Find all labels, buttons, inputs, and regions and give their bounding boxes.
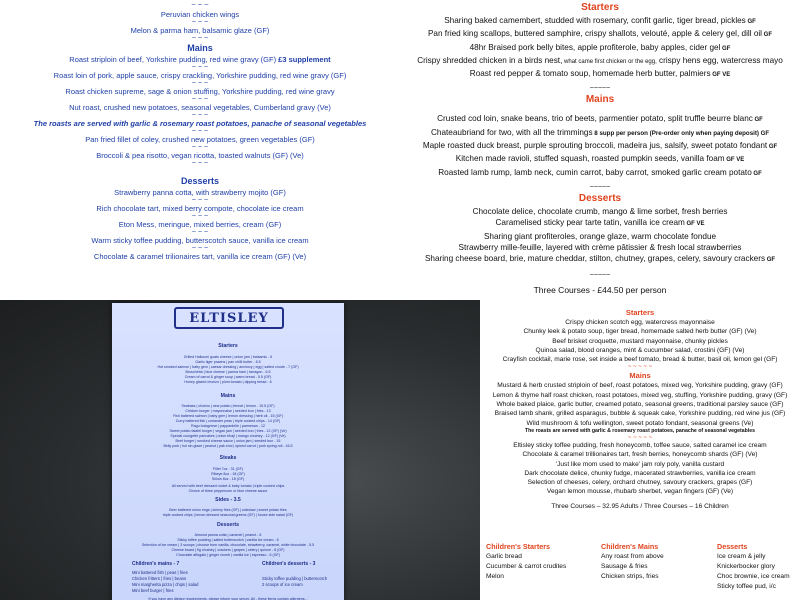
kids-item: Chicken strips, fries <box>601 573 659 580</box>
menu-item: Belly pork | hoi sin glaze | peanut | pak choi | spiced carrot | pork spring roll - 16.5 <box>163 444 293 448</box>
section-heading-desserts: Desserts <box>217 522 239 528</box>
menu-item: Fish battered salmon | baby gem | lemon dressing | herb oil - 15 (GF) <box>173 414 283 418</box>
menu-item: Dark chocolate delice, chunky fudge, macerated strawberries, vanilla ice cream <box>524 469 756 477</box>
menu-item: Sharing cheese board, brie, mature cheddar, stilton, chutney, grapes, celery, savoury crackers GF <box>424 254 776 264</box>
section-heading-mains: Mains <box>585 94 615 106</box>
kids-item: Mini battered fish | peas | fries <box>132 570 188 575</box>
menu-image-bottom-right <box>480 300 800 600</box>
menu-item: Mustard & herb crusted striploin of beef, roast potatoes, mixed veg, Yorkshire pudding, gravy (GF) <box>497 382 783 390</box>
menu-item: Pan fried fillet of coley, crushed new potatoes, green vegetables (GF) <box>85 135 315 144</box>
menu-item: Grilled Halloumi goats cheese | onion jam | balsamic - 6 <box>183 355 273 359</box>
eltisley-logo <box>174 307 284 329</box>
menu-item: Sirloin 8oz - 18 (GF) <box>211 477 245 481</box>
kids-desserts-column <box>717 542 790 592</box>
section-heading-steaks: Steaks <box>219 455 237 461</box>
section-heading-mains: Mains <box>220 393 236 399</box>
section-heading-starters: Starters <box>625 308 655 317</box>
menu-item: Wild mushroom & tofu wellington, sweet potato fondant, seasonal greens (Ve) <box>526 419 754 427</box>
menu-item: Chocolate affogato | ginger crumb | vanilla ice | espresso - 6 (GF) <box>176 553 280 557</box>
kids-item: Sausage & fries <box>601 563 648 570</box>
section-heading-mains: Mains <box>629 371 651 381</box>
menu-item: Nut roast, crushed new potatoes, seasonal vegetables, Cumberland gravy (Ve) <box>69 103 331 112</box>
menu-item: All served with beef dressed rocket & baby tomato | triple cooked chips <box>171 484 285 488</box>
kids-desserts-heading: Children's desserts - 3 <box>262 561 316 567</box>
menu-item: Whole baked plaice, garlic butter, creamed potato, seasonal greens, traditional parsley sauce (GF) <box>496 401 784 409</box>
separator: ~ ~ ~ <box>191 245 209 252</box>
kids-item: Garlic bread <box>486 553 522 560</box>
menu-image-top-left <box>0 0 400 300</box>
kids-starters-column <box>486 542 566 582</box>
menu-item: Chocolate & caramel trillionaires tart, fresh berries, honeycomb shards (GF) (Ve) <box>522 451 758 459</box>
menu-item: Chunky leek & potato soup, tiger bread, homemade salted herb butter (GF) (Ve) <box>523 328 757 336</box>
menu-item: Choice of three peppercorn or blue cheese sauce <box>188 489 268 493</box>
menu-image-top-right <box>400 0 800 300</box>
menu-note: The roasts are served with garlic & rosemary roast potatoes, panache of seasonal vegetables <box>524 427 756 434</box>
menu-item: Beef brisket croquette, mustard mayonnaise, chunky pickles <box>552 337 728 345</box>
section-heading-mains: Mains <box>187 43 213 53</box>
section-heading-sides: Sides - 3.5 <box>215 497 241 503</box>
kids-mains-column <box>601 542 664 582</box>
menu-item: Hot smoked salmon | baby gem | caesar dressing | anchovy | egg | salted croute - 7 (GF) <box>157 365 299 369</box>
menu-item: Crayfish cocktail, marie rose, set inside a beef tomato, bread & butter, basil oil, lemon gel (GF) <box>502 356 778 364</box>
menu-photo <box>0 300 480 600</box>
menu-item: Chateaubriand for two, with all the trimmings 8 supp per person (Pre-order only when paying deposit) GF <box>431 127 769 137</box>
menu-item: Roasted lamb rump, lamb neck, cumin carrot, baby carrot, smoked garlic cream potato GF <box>438 167 762 177</box>
menu-item: Ragu bolognese | pappardelle | parmesan - 12 <box>191 424 265 428</box>
kids-item: Mini margherita pizza | chips | salad <box>132 582 199 587</box>
menu-item: Warm sticky toffee pudding, butterscotch sauce, vanilla ice cream <box>91 236 309 245</box>
separator: ~ ~ ~ <box>191 229 209 236</box>
kids-item: Sticky toffee pudding | butterscotch <box>262 576 328 581</box>
menu-item: Braised lamb shank, grilled asparagus, bubble & squeak cake, Yorkshire pudding, red wine jus (GF) <box>494 410 786 418</box>
kids-desserts-heading: Desserts <box>717 542 748 551</box>
menu-item: Peruvian chicken wings <box>160 10 240 19</box>
menu-item: Chocolate delice, chocolate crumb, mango & lime sorbet, fresh berries <box>472 206 728 216</box>
menu-item: Pan fried king scallops, buttered samphire, crispy shallots, velouté, apple & celery gel, dill oil GF <box>427 29 773 39</box>
separator: ~~~~~ <box>589 183 611 191</box>
menu-note: The roasts are served with garlic & rosemary roast potatoes, panache of seasonal vegetables <box>33 119 367 128</box>
menu-item: Crispy chicken scotch egg, watercress mayonnaise <box>565 319 715 326</box>
menu-item: Strawberry mille-feuille, layered with crème pâtissier & fresh local strawberries <box>458 242 742 252</box>
menu-item: Selection of cheeses, celery, orchard chutney, savoury crackers, grapes (GF) <box>527 479 753 487</box>
kids-starters-heading: Children's Starters <box>486 542 551 551</box>
kids-mains-heading: Children's Mains <box>601 542 659 551</box>
menu-item: Eton Mess, meringue, mixed berries, cream (GF) <box>118 220 282 229</box>
separator: ~ ~ ~ <box>191 128 209 135</box>
menu-item: Vegan lemon mousse, rhubarb sherbet, vegan fingers (GF) (Ve) <box>546 488 734 496</box>
kids-item: Cucumber & carrot crudites <box>486 563 567 570</box>
kids-item: Mini beef burger | fries <box>132 588 174 593</box>
menu-item: Chocolate & caramel trilionaires tart, vanilla ice cream (GF) (Ve) <box>93 252 307 261</box>
menu-item: Sticky toffee pudding | salted butterscotch | vanilla ice cream - 6 <box>177 538 279 542</box>
kids-item: Melon <box>486 573 504 580</box>
menu-item: Broccoli & pea risotto, vegan ricotta, toasted walnuts (GF) (Ve) <box>96 151 304 160</box>
section-heading-desserts: Desserts <box>578 192 622 204</box>
separator: ~ ~ ~ <box>191 80 209 87</box>
separator: ~ ~ ~ ~ ~ <box>627 434 653 441</box>
menu-item: Ribeye 8oz - 18 (GF) <box>211 472 245 476</box>
separator: ~ ~ ~ <box>191 35 209 42</box>
menu-item: Beef burger | smoked cheese sauce | onion jam | seeded bun - 15 <box>175 439 281 443</box>
menu-item: Roast loin of pork, apple sauce, crispy crackling, Yorkshire pudding, red wine gravy (GF) <box>53 71 347 80</box>
separator: ~~~~~ <box>589 272 611 280</box>
separator: ~ ~ ~ <box>191 160 209 167</box>
separator: ~ ~ ~ <box>191 213 209 220</box>
menu-item: Garlic tiger prawns | pan chilli butter - 8.5 <box>195 360 261 364</box>
kids-item: Ice cream & jelly <box>717 553 766 560</box>
separator: ~ ~ ~ ~ ~ <box>627 364 653 371</box>
menu-item: Rich chocolate tart, mixed berry compote, chocolate ice cream <box>96 204 304 213</box>
menu-item: Sharing giant profiteroles, orange glaze, warm chocolate fondue <box>483 231 717 241</box>
separator: ~ ~ ~ <box>191 112 209 119</box>
menu-item: Almond panna cotta | caramel | peanut - 6 <box>194 533 262 537</box>
menu-item: Strawberry panna cotta, with strawberry mojito (GF) <box>114 188 286 197</box>
menu-item: Fillet 7oz - 31 (GF) <box>213 467 243 471</box>
menu-item: Cheese board | fig chutney | crackers | grapes | celery | quince - 8 (GF) <box>171 548 285 552</box>
separator: ~ ~ ~ <box>191 64 209 71</box>
menu-item: Caramelised sticky pear tarte tatin, vanilla ice cream GF VE <box>495 218 705 228</box>
menu-item: Crispy shredded chicken in a birds nest, what came first chicken or the egg, crispy hens egg, watercress mayo <box>417 55 783 65</box>
logo-text: ELTISLEY <box>189 310 269 326</box>
menu-item: Maple roasted duck breast, purple sprouting broccoli, madeira jus, salsify, sweet potato fondant GF <box>422 141 778 151</box>
separator: ~ ~ ~ <box>191 197 209 204</box>
separator: ~ ~ ~ <box>191 19 209 26</box>
menu-item: Kitchen made ravioli, stuffed squash, roasted pumpkin seeds, vanilla foam GF VE <box>455 154 745 164</box>
menu-item: 48hr Braised pork belly bites, apple profiterole, baby apples, cider gel GF <box>469 42 731 52</box>
kids-item: Chicken fritters | fries | beans <box>132 576 187 581</box>
menu-item: Lemon & thyme half roast chicken, roast potatoes, mixed veg, stuffing, Yorkshire pudding, gravy (GF) <box>492 391 788 399</box>
kids-item: Any roast from above <box>601 553 664 560</box>
separator: ~ ~ ~ <box>191 96 209 103</box>
kids-item: Knickerbocker glory <box>717 563 775 570</box>
menu-footer: If you have any dietary requirements, please inform your server. All - these items contain allergens... <box>148 597 308 600</box>
printed-menu-sheet <box>112 303 344 600</box>
kids-item: 2 scoops of ice cream <box>262 582 303 587</box>
section-heading-desserts: Desserts <box>180 176 220 186</box>
kids-mains-heading: Children's mains - 7 <box>132 561 180 567</box>
menu-item: Roast red pepper & tomato soup, homemade herb butter, palmiers GF VE <box>469 69 731 79</box>
separator: ~ ~ ~ <box>191 0 209 9</box>
menu-item: Selection of ice cream | 3 scoops | choose from vanilla, chocolate, strawberry, caramel, white chocolate - 5.5 <box>141 543 315 547</box>
menu-item: Cream of carrot & ginger soup | warm bread - 5.5 (GF) <box>184 375 272 379</box>
menu-item: Quinoa salad, blood oranges, mint & cucumber salad, crostini (GF) (Ve) <box>535 346 745 354</box>
price-line: Three Courses - £44.50 per person <box>533 285 667 296</box>
menu-item: Beer battered onion rings | skinny fries (GF) | coleslaw | sweet potato fries <box>169 508 287 512</box>
menu-item: Chicken burger | mayonnaise | seeded bun | fries - 13 <box>185 409 271 413</box>
menu-item: Curry battered fish | coriander peas | triple cooked chips - 14 (GF) <box>175 419 281 423</box>
menu-item: Roast striploin of beef, Yorkshire pudding, red wine gravy (GF) £3 supplement <box>69 55 331 64</box>
menu-item: Sweet potato falafel burger | vegan jam | seeded bun | fries - 12 (GF) (Ve) <box>169 429 287 433</box>
menu-item: Special courgette pancakes | onion bhaji | mango chutney - 12 (GF) (Ve) <box>170 434 286 438</box>
menu-item: Roast chicken supreme, sage & onion stuffing, Yorkshire pudding, red wine gravy <box>65 87 335 96</box>
menu-item: Honey glazed chorizo | plum tomato | dipping bread - 6 <box>184 380 272 384</box>
price-line: Three Courses – 32.95 Adults / Three Courses – 16 Children <box>551 502 729 510</box>
menu-item: Bruschetta | blue cheese | parma ham | tarragon - 6.5 <box>185 370 271 374</box>
menu-item: Seabass | chorizo | new potato | fennel | lemon - 15.5 (GF) <box>181 404 275 408</box>
kids-item: Sticky toffee pud, i/c <box>717 583 776 590</box>
separator: ~~~~~ <box>589 85 611 93</box>
menu-item: triple cooked chips | lemon dressed seasonal greens (GF) | house side salad (GF) <box>162 513 294 517</box>
menu-item: Eltisley sticky toffee pudding, fresh honeycomb, toffee sauce, salted caramel ice cream <box>513 441 767 449</box>
section-heading-starters: Starters <box>218 343 238 349</box>
menu-item: Sharing baked camembert, studded with rosemary, confit garlic, tiger bread, pickles GF <box>444 16 756 25</box>
menu-item: 'Just like mom used to make' jam roly poly, vanilla custard <box>555 460 725 468</box>
section-heading-starters: Starters <box>581 2 619 13</box>
separator: ~ ~ ~ <box>191 144 209 151</box>
menu-item: Crusted cod loin, snake beans, trio of beets, parmentier potato, split truffle beurre blanc GF <box>437 114 763 124</box>
kids-item: Choc brownie, ice cream <box>717 573 790 580</box>
menu-item: Melon & parma ham, balsamic glaze (GF) <box>130 26 270 35</box>
